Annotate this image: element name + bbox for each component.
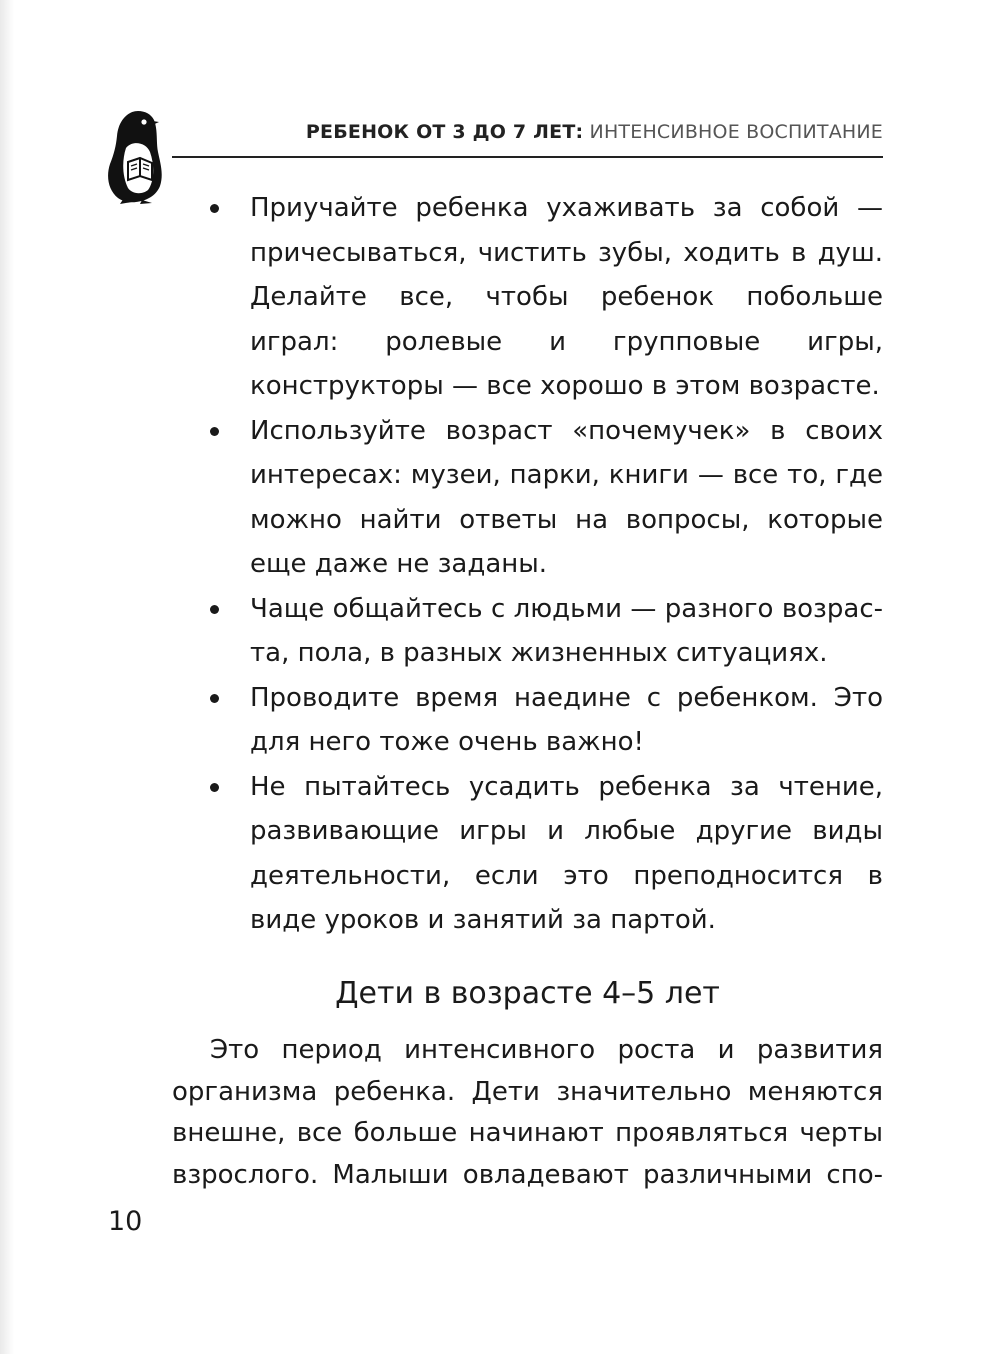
header-separator: : (575, 121, 584, 143)
list-item (210, 409, 883, 587)
header-title-bold: РЕБЕНОК ОТ 3 ДО 7 ЛЕТ (305, 121, 576, 143)
list-item (210, 676, 883, 765)
body-paragraph: Это период интенсивного роста и развития организма ребенка. Дети значительно меняются внешне, все больше начинают проявляться черты взрослого. Малыши овладевают различными спо- (172, 1035, 883, 1190)
bullet-icon (210, 694, 219, 703)
bullet-icon (210, 204, 219, 213)
list-item-text: Чаще общайтесь с людьми — разного возраста, пола, в разных жизненных ситуациях. (250, 593, 883, 668)
list-item (210, 765, 883, 943)
penguin-reading-icon (106, 108, 164, 204)
page-edge-shadow (0, 0, 14, 1354)
tips-list (210, 186, 883, 943)
list-item (210, 587, 883, 676)
bullet-icon (210, 783, 219, 792)
list-item-text: Проводите время наедине с ребенком. Это для него тоже очень важно! (250, 682, 883, 757)
running-header (172, 118, 883, 158)
bullet-icon (210, 427, 219, 436)
list-item-text: Используйте возраст «почемучек» в своих интересах: музеи, парки, книги — все то, где можно найти ответы на вопросы, которые еще даже не заданы. (250, 415, 883, 579)
list-item-text: Не пытайтесь усадить ребенка за чтение, развивающие игры и любые другие виды деятельности, если это преподносится в виде уроков и занятий за партой. (250, 771, 883, 935)
section-heading: Дети в возрасте 4–5 лет (335, 976, 720, 1011)
header-title-light: ИНТЕНСИВНОЕ ВОСПИТАНИЕ (583, 121, 883, 143)
list-item-text: Приучайте ребенка ухаживать за собой — причесываться, чистить зубы, ходить в душ. Делайте все, чтобы ребенок побольше играл: ролевые и групповые игры, конструкторы — все хорошо в этом возрасте. (250, 193, 883, 401)
page-number: 10 (108, 1206, 143, 1237)
bullet-icon (210, 605, 219, 614)
list-item (210, 186, 883, 409)
